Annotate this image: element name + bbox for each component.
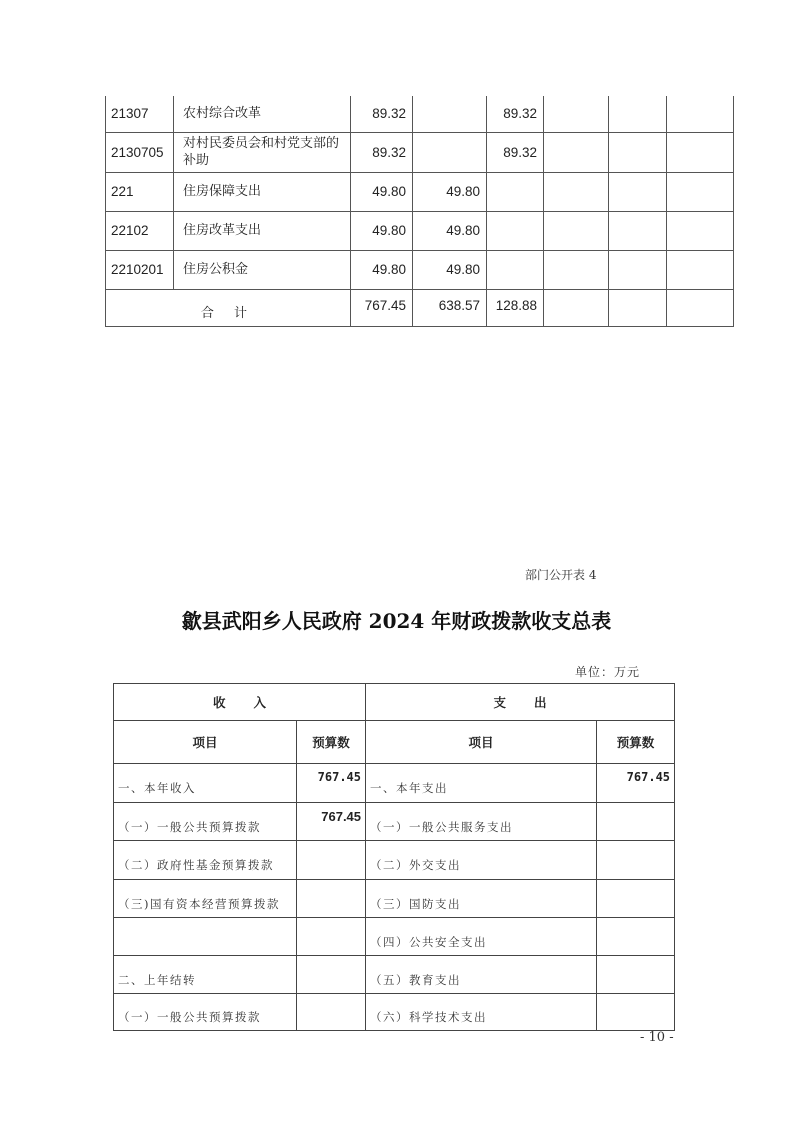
sum-label: 合 计 [106, 289, 351, 326]
cell-project [487, 211, 544, 250]
cell-c7 [609, 211, 667, 250]
cell-income-amount [297, 841, 366, 880]
cell-income-amount [297, 956, 366, 994]
cell-income-item: （三)国有资本经营预算拨款 [114, 880, 297, 918]
cell-name: 对村民委员会和村党支部的补助 [174, 132, 351, 172]
table-row [106, 96, 734, 132]
cell-income-amount [297, 994, 366, 1031]
cell-expense-item: （二）外交支出 [366, 841, 597, 880]
unit-label: 单位：万元 [575, 665, 641, 679]
cell-income-amount [297, 918, 366, 956]
table-row [114, 956, 675, 994]
cell-code: 21307 [106, 96, 174, 132]
table-row [114, 841, 675, 880]
cell-expense-item: （五）教育支出 [366, 956, 597, 994]
cell-income-item: （一）一般公共预算拨款 [114, 994, 297, 1031]
income-header: 收入 [114, 684, 366, 721]
cell-income-amount: 767.45 [297, 764, 366, 803]
cell-basic [413, 132, 487, 172]
cell-c7 [609, 172, 667, 211]
cell-total: 49.80 [351, 250, 413, 289]
cell-code: 2130705 [106, 132, 174, 172]
expense-header: 支出 [366, 684, 675, 721]
cell-name: 住房保障支出 [174, 172, 351, 211]
empty-cell [544, 289, 609, 326]
table-row [114, 880, 675, 918]
cell-basic [413, 96, 487, 132]
sum-row [106, 289, 734, 326]
income-item-header: 项目 [114, 721, 297, 764]
form-label: 部门公开表 4 [525, 568, 597, 582]
cell-income-item: （一）一般公共预算拨款 [114, 803, 297, 841]
column-header-row [114, 721, 675, 764]
cell-name: 农村综合改革 [174, 96, 351, 132]
section-header-row [114, 684, 675, 721]
empty-cell [667, 289, 734, 326]
table-row [106, 172, 734, 211]
cell-expense-item: （六）科学技术支出 [366, 994, 597, 1031]
expense-budget-header: 预算数 [597, 721, 675, 764]
sum-total: 767.45 [351, 289, 413, 326]
cell-project: 89.32 [487, 96, 544, 132]
table-row [114, 764, 675, 803]
cell-total: 89.32 [351, 96, 413, 132]
cell-expense-item: （四）公共安全支出 [366, 918, 597, 956]
cell-c8 [667, 96, 734, 132]
cell-c7 [609, 96, 667, 132]
cell-code: 2210201 [106, 250, 174, 289]
cell-income-item: 一、本年收入 [114, 764, 297, 803]
cell-expense-amount [597, 841, 675, 880]
cell-total: 49.80 [351, 211, 413, 250]
sum-basic: 638.57 [413, 289, 487, 326]
cell-expense-item: （一）一般公共服务支出 [366, 803, 597, 841]
cell-expense-amount [597, 994, 675, 1031]
cell-expense-amount [597, 918, 675, 956]
cell-income-item [114, 918, 297, 956]
empty-cell [609, 289, 667, 326]
cell-c7 [609, 132, 667, 172]
cell-expense-amount [597, 956, 675, 994]
table-row [106, 250, 734, 289]
cell-c6 [544, 172, 609, 211]
table-row [114, 994, 675, 1031]
cell-c8 [667, 172, 734, 211]
cell-name: 住房改革支出 [174, 211, 351, 250]
cell-name: 住房公积金 [174, 250, 351, 289]
cell-income-amount: 767.45 [297, 803, 366, 841]
cell-c6 [544, 132, 609, 172]
cell-expense-amount [597, 880, 675, 918]
cell-income-item: （二）政府性基金预算拨款 [114, 841, 297, 880]
cell-total: 49.80 [351, 172, 413, 211]
fiscal-summary-table [113, 683, 675, 1031]
table-row [106, 211, 734, 250]
table-row [106, 132, 734, 172]
income-budget-header: 预算数 [297, 721, 366, 764]
cell-c8 [667, 132, 734, 172]
cell-project [487, 172, 544, 211]
cell-project: 89.32 [487, 132, 544, 172]
cell-code: 22102 [106, 211, 174, 250]
cell-c7 [609, 250, 667, 289]
cell-expense-amount: 767.45 [597, 764, 675, 803]
cell-expense-item: 一、本年支出 [366, 764, 597, 803]
sum-project: 128.88 [487, 289, 544, 326]
cell-c6 [544, 211, 609, 250]
cell-expense-amount [597, 803, 675, 841]
cell-total: 89.32 [351, 132, 413, 172]
cell-income-item: 二、上年结转 [114, 956, 297, 994]
cell-c8 [667, 211, 734, 250]
cell-basic: 49.80 [413, 172, 487, 211]
cell-basic: 49.80 [413, 250, 487, 289]
cell-project [487, 250, 544, 289]
table-row [114, 803, 675, 841]
cell-income-amount [297, 880, 366, 918]
cell-c6 [544, 96, 609, 132]
cell-c8 [667, 250, 734, 289]
expense-item-header: 项目 [366, 721, 597, 764]
cell-expense-item: （三）国防支出 [366, 880, 597, 918]
cell-code: 221 [106, 172, 174, 211]
page-number: - 10 - [640, 1030, 674, 1045]
expenditure-detail-table [105, 96, 734, 327]
cell-c6 [544, 250, 609, 289]
table-row [114, 918, 675, 956]
cell-basic: 49.80 [413, 211, 487, 250]
page-title: 歙县武阳乡人民政府 2024 年财政拨款收支总表 [181, 609, 612, 633]
